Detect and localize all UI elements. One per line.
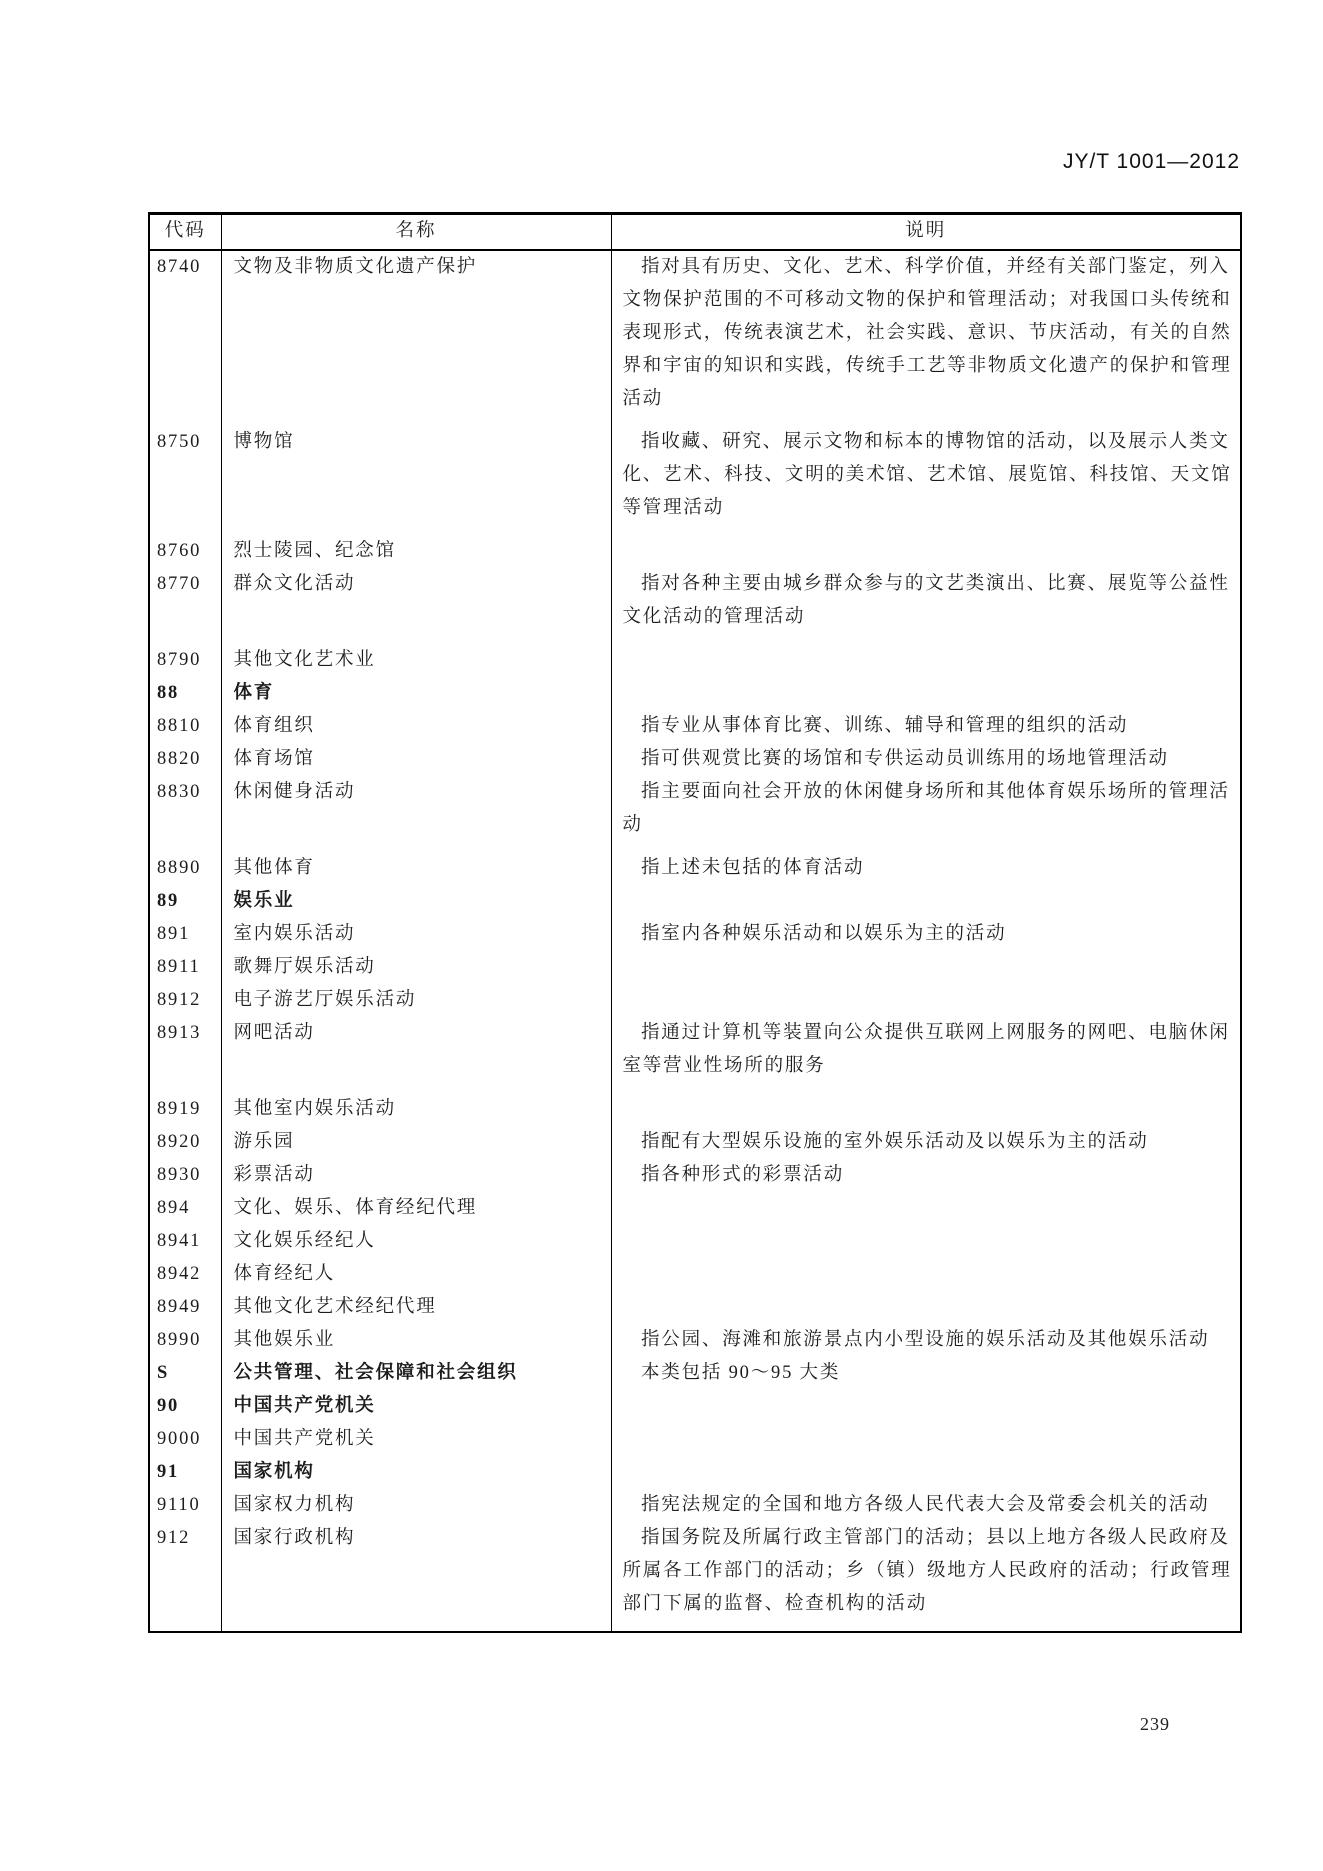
table-body (149, 250, 1241, 1632)
cell-code: 8750 (157, 431, 202, 452)
table-row (149, 852, 1241, 885)
cell-name: 娱乐业 (221, 885, 611, 918)
cell-name: 游乐园 (221, 1126, 611, 1159)
table-row (149, 743, 1241, 776)
cell-code: 8760 (157, 540, 202, 561)
cell-code: 8990 (157, 1329, 202, 1350)
cell-description (611, 677, 1241, 710)
cell-name: 其他文化艺术业 (221, 644, 611, 677)
cell-description: 指可供观赏比赛的场馆和专供运动员训练用的场地管理活动 (611, 743, 1241, 776)
column-header-description: 说明 (611, 214, 1241, 250)
cell-description (611, 1456, 1241, 1489)
table-row (149, 1489, 1241, 1522)
cell-name: 烈士陵园、纪念馆 (221, 535, 611, 568)
cell-description: 指公园、海滩和旅游景点内小型设施的娱乐活动及其他娱乐活动 (611, 1324, 1241, 1357)
cell-description: 指室内各种娱乐活动和以娱乐为主的活动 (611, 918, 1241, 951)
cell-name: 歌舞厅娱乐活动 (221, 951, 611, 984)
table-row (149, 1159, 1241, 1192)
cell-description (611, 1291, 1241, 1324)
cell-name: 中国共产党机关 (221, 1423, 611, 1456)
cell-code: 891 (157, 923, 191, 944)
column-header-code: 代码 (149, 214, 221, 250)
cell-description: 本类包括 90～95 大类 (611, 1357, 1241, 1390)
cell-code: 894 (157, 1197, 191, 1218)
cell-description: 指各种形式的彩票活动 (611, 1159, 1241, 1192)
cell-name: 国家行政机构 (221, 1522, 611, 1632)
table-row (149, 1192, 1241, 1225)
cell-description: 指宪法规定的全国和地方各级人民代表大会及常委会机关的活动 (611, 1489, 1241, 1522)
cell-name: 其他体育 (221, 852, 611, 885)
cell-code: 8941 (157, 1230, 202, 1251)
table-row (149, 250, 1241, 426)
cell-name: 体育场馆 (221, 743, 611, 776)
cell-description (611, 644, 1241, 677)
column-header-name: 名称 (221, 214, 611, 250)
table-row (149, 1225, 1241, 1258)
table-row (149, 568, 1241, 644)
table-row (149, 951, 1241, 984)
table-row (149, 644, 1241, 677)
standard-number: JY/T 1001—2012 (1062, 150, 1240, 173)
cell-code: 90 (157, 1395, 180, 1416)
cell-name: 体育 (221, 677, 611, 710)
cell-name: 文化、娱乐、体育经纪代理 (221, 1192, 611, 1225)
cell-code: 912 (157, 1527, 191, 1548)
table-row (149, 1522, 1241, 1632)
cell-name: 电子游艺厅娱乐活动 (221, 984, 611, 1017)
cell-name: 中国共产党机关 (221, 1390, 611, 1423)
cell-description (611, 535, 1241, 568)
cell-description (611, 1390, 1241, 1423)
cell-name: 网吧活动 (221, 1017, 611, 1093)
table-header-row (149, 214, 1241, 250)
cell-description (611, 1423, 1241, 1456)
cell-code: 8890 (157, 857, 202, 878)
cell-name: 其他娱乐业 (221, 1324, 611, 1357)
table-row (149, 1291, 1241, 1324)
cell-name: 体育经纪人 (221, 1258, 611, 1291)
table-row (149, 984, 1241, 1017)
cell-description: 指通过计算机等装置向公众提供互联网上网服务的网吧、电脑休闲室等营业性场所的服务 (611, 1017, 1241, 1093)
table-row (149, 1258, 1241, 1291)
cell-description: 指主要面向社会开放的休闲健身场所和其他体育娱乐场所的管理活动 (611, 776, 1241, 852)
table-row (149, 1456, 1241, 1489)
cell-name: 休闲健身活动 (221, 776, 611, 852)
table-row (149, 1093, 1241, 1126)
cell-name: 彩票活动 (221, 1159, 611, 1192)
cell-description: 指国务院及所属行政主管部门的活动；县以上地方各级人民政府及所属各工作部门的活动；乡（镇）级地方人民政府的活动；行政管理部门下属的监督、检查机构的活动 (611, 1522, 1241, 1632)
cell-description: 指收藏、研究、展示文物和标本的博物馆的活动，以及展示人类文化、艺术、科技、文明的美术馆、艺术馆、展览馆、科技馆、天文馆等管理活动 (611, 426, 1241, 535)
cell-name: 体育组织 (221, 710, 611, 743)
cell-name: 博物馆 (221, 426, 611, 535)
table-row (149, 776, 1241, 852)
cell-description: 指对各种主要由城乡群众参与的文艺类演出、比赛、展览等公益性文化活动的管理活动 (611, 568, 1241, 644)
table-row (149, 918, 1241, 951)
cell-description (611, 1258, 1241, 1291)
cell-code: 8912 (157, 989, 202, 1010)
cell-code: 8919 (157, 1098, 202, 1119)
table-row (149, 535, 1241, 568)
cell-code: 8911 (157, 956, 201, 977)
cell-code: 8920 (157, 1131, 202, 1152)
table-row (149, 1126, 1241, 1159)
table-row (149, 885, 1241, 918)
classification-table (148, 212, 1242, 1633)
cell-code: 9110 (157, 1494, 201, 1515)
table-row (149, 1324, 1241, 1357)
cell-description (611, 951, 1241, 984)
cell-code: 8913 (157, 1022, 202, 1043)
cell-code: 9000 (157, 1428, 202, 1449)
cell-name: 国家机构 (221, 1456, 611, 1489)
cell-name: 国家权力机构 (221, 1489, 611, 1522)
table-row (149, 677, 1241, 710)
cell-name: 文物及非物质文化遗产保护 (221, 250, 611, 426)
cell-description: 指专业从事体育比赛、训练、辅导和管理的组织的活动 (611, 710, 1241, 743)
table-row (149, 426, 1241, 535)
cell-code: 8830 (157, 781, 202, 802)
table-row (149, 1357, 1241, 1390)
table-row (149, 710, 1241, 743)
cell-code: 88 (157, 682, 180, 703)
cell-name: 群众文化活动 (221, 568, 611, 644)
cell-code: 8820 (157, 748, 202, 769)
cell-name: 文化娱乐经纪人 (221, 1225, 611, 1258)
page-number: 239 (1140, 1714, 1170, 1734)
cell-description (611, 1192, 1241, 1225)
cell-code: 8810 (157, 715, 202, 736)
cell-code: 91 (157, 1461, 180, 1482)
cell-description: 指配有大型娱乐设施的室外娱乐活动及以娱乐为主的活动 (611, 1126, 1241, 1159)
cell-code: 8942 (157, 1263, 202, 1284)
cell-description: 指对具有历史、文化、艺术、科学价值，并经有关部门鉴定，列入文物保护范围的不可移动文物的保护和管理活动；对我国口头传统和表现形式，传统表演艺术，社会实践、意识、节庆活动，有关的自然界和宇宙的知识和实践，传统手工艺等非物质文化遗产的保护和管理活动 (611, 250, 1241, 426)
cell-name: 室内娱乐活动 (221, 918, 611, 951)
cell-code: 8770 (157, 573, 202, 594)
cell-code: 8740 (157, 256, 202, 277)
cell-description (611, 1225, 1241, 1258)
cell-name: 公共管理、社会保障和社会组织 (221, 1357, 611, 1390)
cell-name: 其他文化艺术经纪代理 (221, 1291, 611, 1324)
cell-code: 89 (157, 890, 180, 911)
cell-name: 其他室内娱乐活动 (221, 1093, 611, 1126)
cell-code: S (157, 1362, 170, 1383)
cell-code: 8930 (157, 1164, 202, 1185)
cell-code: 8949 (157, 1296, 202, 1317)
cell-description (611, 984, 1241, 1017)
cell-code: 8790 (157, 649, 202, 670)
cell-description: 指上述未包括的体育活动 (611, 852, 1241, 885)
cell-description (611, 885, 1241, 918)
table-row (149, 1017, 1241, 1093)
cell-description (611, 1093, 1241, 1126)
table-row (149, 1423, 1241, 1456)
table-row (149, 1390, 1241, 1423)
